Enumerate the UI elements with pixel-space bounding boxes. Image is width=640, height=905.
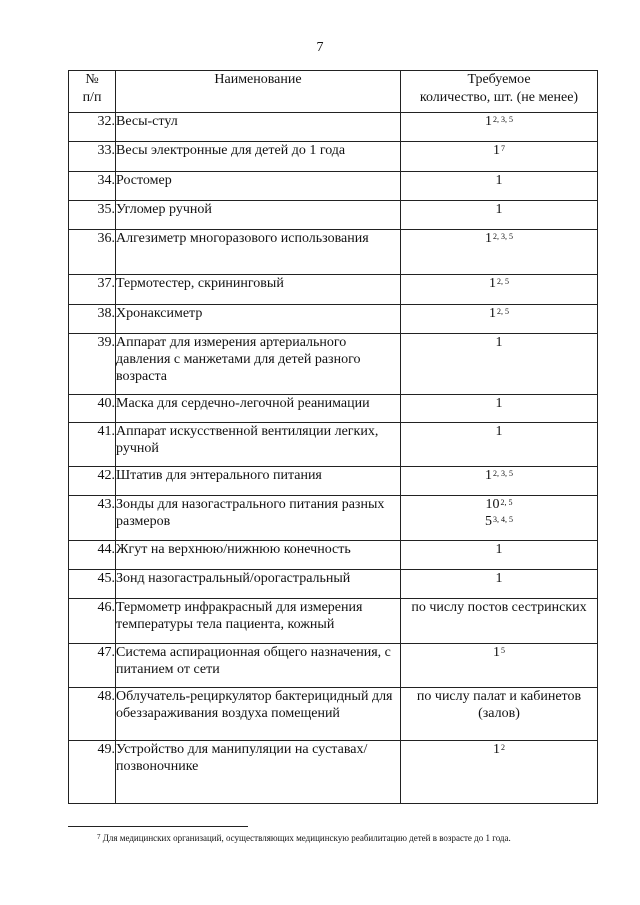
row-number: 36. [69, 230, 116, 275]
quantity-line [401, 541, 597, 558]
header-number-abbr: п/п [82, 90, 102, 105]
table-row [69, 644, 598, 688]
quantity-value: 1 [493, 645, 500, 660]
row-number: 47. [69, 644, 116, 688]
row-name: Облучатель-рециркулятор бактерицидный для обеззараживания воздуха помещений [116, 688, 401, 741]
footnote-text: Для медицинских организаций, осуществляющих медицинскую реабилитацию детей в возрасте до 1 года. [102, 833, 511, 843]
quantity-footnote-ref: 3, 4, 5 [493, 515, 513, 524]
row-name: Аппарат для измерения артериального давления с манжетами для детей разного возраста [116, 334, 401, 395]
row-number: 40. [69, 395, 116, 423]
row-quantity [401, 570, 598, 599]
row-quantity [401, 467, 598, 496]
row-number: 35. [69, 201, 116, 230]
quantity-value: 1 [489, 306, 496, 321]
page-number: 7 [316, 40, 324, 55]
header-quantity-line1: Требуемое [467, 72, 531, 87]
table-row [69, 467, 598, 496]
row-name: Маска для сердечно-легочной реанимации [116, 395, 401, 423]
row-number: 46. [69, 599, 116, 644]
quantity-line [401, 142, 597, 159]
quantity-line [401, 644, 597, 661]
row-number: 41. [69, 423, 116, 467]
quantity-value: 1 [485, 231, 492, 246]
row-number: 42. [69, 467, 116, 496]
row-quantity [401, 113, 598, 142]
row-quantity [401, 496, 598, 541]
table-row [69, 275, 598, 305]
table-row [69, 541, 598, 570]
quantity-value: 10 [485, 497, 500, 512]
row-quantity [401, 741, 598, 804]
row-number: 33. [69, 142, 116, 172]
row-number: 32. [69, 113, 116, 142]
quantity-line [401, 688, 597, 722]
row-quantity [401, 172, 598, 201]
row-name: Ростомер [116, 172, 401, 201]
quantity-footnote-ref: 7 [501, 144, 505, 153]
table-header-row [69, 71, 598, 113]
quantity-value: 1 [495, 542, 503, 557]
table-row [69, 395, 598, 423]
row-number: 39. [69, 334, 116, 395]
quantity-value: 1 [495, 396, 503, 411]
table-row [69, 305, 598, 334]
row-quantity [401, 142, 598, 172]
quantity-footnote-ref: 2, 5 [497, 277, 509, 286]
row-quantity [401, 230, 598, 275]
quantity-value: по числу постов сестринских [411, 600, 587, 615]
row-quantity [401, 644, 598, 688]
quantity-line [401, 230, 597, 247]
table-row [69, 741, 598, 804]
header-quantity [401, 71, 598, 113]
quantity-value: 5 [485, 514, 492, 529]
row-quantity [401, 423, 598, 467]
table-row [69, 599, 598, 644]
quantity-line [401, 201, 597, 218]
footnote [96, 832, 616, 844]
row-quantity [401, 541, 598, 570]
table-row [69, 172, 598, 201]
row-quantity [401, 275, 598, 305]
row-name: Устройство для манипуляции на суставах/позвоночнике [116, 741, 401, 804]
row-name: Хронаксиметр [116, 305, 401, 334]
row-name: Зонды для назогастрального питания разных размеров [116, 496, 401, 541]
quantity-line [401, 113, 597, 130]
row-quantity [401, 201, 598, 230]
table-row [69, 334, 598, 395]
row-name: Штатив для энтерального питания [116, 467, 401, 496]
row-number: 48. [69, 688, 116, 741]
table-row [69, 688, 598, 741]
header-name: Наименование [116, 71, 401, 113]
quantity-value: 1 [495, 335, 503, 350]
quantity-line [401, 496, 597, 513]
quantity-line [401, 423, 597, 440]
quantity-line [401, 513, 597, 530]
table-row [69, 423, 598, 467]
quantity-line [401, 334, 597, 351]
quantity-value: 1 [485, 114, 492, 129]
quantity-footnote-ref: 2, 3, 5 [493, 115, 513, 124]
quantity-value: 1 [493, 742, 500, 757]
row-quantity [401, 305, 598, 334]
quantity-value: 1 [495, 173, 503, 188]
quantity-line [401, 395, 597, 412]
row-number: 37. [69, 275, 116, 305]
quantity-value: 1 [495, 571, 503, 586]
row-number: 34. [69, 172, 116, 201]
quantity-line [401, 599, 597, 616]
quantity-value: 1 [485, 468, 492, 483]
row-quantity [401, 688, 598, 741]
quantity-value: 1 [495, 202, 503, 217]
footnote-mark: 7 [97, 833, 101, 841]
row-name: Зонд назогастральный/орогастральный [116, 570, 401, 599]
quantity-value: 1 [489, 276, 496, 291]
row-quantity [401, 334, 598, 395]
quantity-footnote-ref: 2, 5 [497, 307, 509, 316]
table-row [69, 230, 598, 275]
row-quantity [401, 599, 598, 644]
row-name: Термотестер, скрининговый [116, 275, 401, 305]
row-name: Алгезиметр многоразового использования [116, 230, 401, 275]
quantity-footnote-ref: 2, 3, 5 [493, 232, 513, 241]
row-number: 45. [69, 570, 116, 599]
header-quantity-line2: количество, шт. (не менее) [419, 90, 579, 105]
equipment-table [68, 70, 598, 804]
quantity-line [401, 467, 597, 484]
row-number: 49. [69, 741, 116, 804]
row-name: Весы электронные для детей до 1 года [116, 142, 401, 172]
footnote-rule [68, 826, 248, 827]
quantity-value: 1 [495, 424, 503, 439]
header-number-symbol: № [85, 72, 99, 87]
quantity-line [401, 741, 597, 758]
row-name: Термометр инфракрасный для измерения температуры тела пациента, кожный [116, 599, 401, 644]
row-name: Весы-стул [116, 113, 401, 142]
quantity-footnote-ref: 2 [501, 743, 505, 752]
quantity-footnote-ref: 5 [501, 646, 505, 655]
row-quantity [401, 395, 598, 423]
quantity-value: 1 [493, 143, 500, 158]
row-number: 44. [69, 541, 116, 570]
quantity-value: по числу палат и кабинетов (залов) [416, 689, 582, 721]
table-row [69, 496, 598, 541]
header-number [69, 71, 116, 113]
quantity-footnote-ref: 2, 5 [500, 498, 513, 507]
quantity-line [401, 275, 597, 292]
table-row [69, 113, 598, 142]
table-row [69, 142, 598, 172]
row-name: Аппарат искусственной вентиляции легких, ручной [116, 423, 401, 467]
quantity-line [401, 305, 597, 322]
row-name: Жгут на верхнюю/нижнюю конечность [116, 541, 401, 570]
quantity-line [401, 570, 597, 587]
quantity-line [401, 172, 597, 189]
row-number: 43. [69, 496, 116, 541]
table-row [69, 570, 598, 599]
row-name: Угломер ручной [116, 201, 401, 230]
row-name: Система аспирационная общего назначения, с питанием от сети [116, 644, 401, 688]
quantity-footnote-ref: 2, 3, 5 [493, 469, 513, 478]
row-number: 38. [69, 305, 116, 334]
table-row [69, 201, 598, 230]
